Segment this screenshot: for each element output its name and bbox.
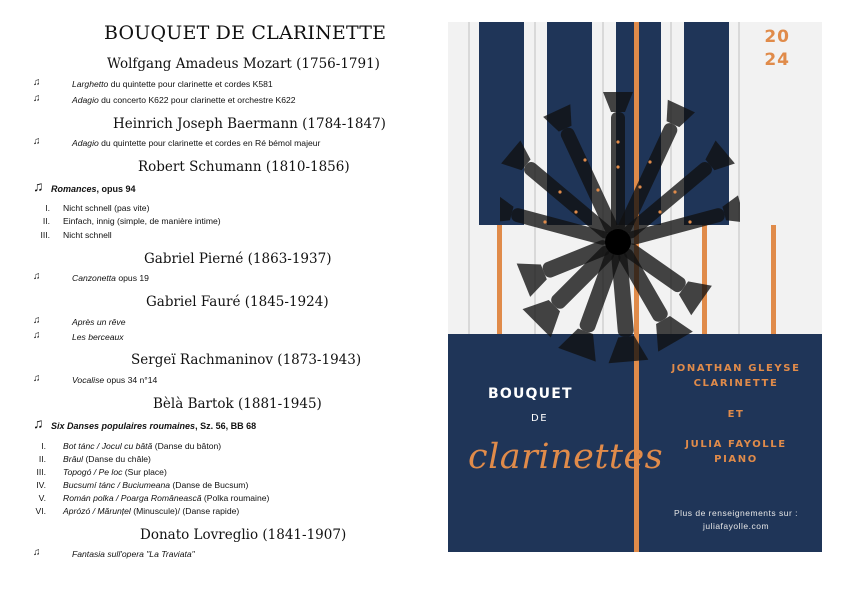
piece-detail: du quintette pour clarinette et cordes en Ré bémol majeur bbox=[98, 138, 321, 148]
piece-line bbox=[72, 549, 195, 559]
composer-heading: Gabriel Pierné (1863-1937) bbox=[144, 251, 332, 267]
work-opus: , Sz. 56, BB 68 bbox=[195, 421, 257, 431]
movement-text bbox=[63, 480, 248, 490]
dance-title: Topogó / Pe loc bbox=[63, 467, 123, 477]
piece-title: Canzonetta bbox=[72, 273, 116, 283]
composer-heading: Bèlà Bartok (1881-1945) bbox=[153, 396, 322, 412]
dance-title: Brâul bbox=[63, 454, 84, 464]
movement-number: III. bbox=[40, 230, 50, 240]
music-note-icon: ♫ bbox=[33, 178, 44, 194]
dance-translation: (Danse de Bucsum) bbox=[170, 480, 249, 490]
concert-poster bbox=[448, 22, 822, 552]
piece-detail: opus 19 bbox=[115, 273, 149, 283]
poster-title-de: DE bbox=[531, 413, 549, 424]
piece-title: Adagio bbox=[72, 95, 99, 105]
artist-1-name: JONATHAN GLEYSE bbox=[671, 363, 801, 374]
dance-title: Bucsumí tánc / Buciumeana bbox=[63, 480, 170, 490]
piece-detail: opus 34 n°14 bbox=[104, 375, 158, 385]
dance-translation: (Polka roumaine) bbox=[201, 493, 270, 503]
music-note-icon: ♫ bbox=[33, 330, 41, 341]
composer-heading: Sergeï Rachmaninov (1873-1943) bbox=[131, 352, 362, 368]
music-note-icon: ♫ bbox=[33, 415, 44, 431]
piece-line bbox=[72, 79, 273, 89]
work-title bbox=[51, 184, 136, 194]
movement-text bbox=[63, 467, 167, 477]
movement-text bbox=[63, 441, 221, 451]
movement-text: Einfach, innig (simple, de manière intime) bbox=[63, 216, 221, 226]
piece-line bbox=[72, 138, 320, 148]
music-note-icon: ♫ bbox=[33, 77, 41, 88]
dance-translation: (Sur place) bbox=[122, 467, 167, 477]
music-note-icon: ♫ bbox=[33, 93, 41, 104]
movement-text bbox=[63, 506, 239, 516]
poster-title-bouquet: BOUQUET bbox=[488, 386, 573, 402]
poster-title-clarinettes: clarinettes bbox=[468, 437, 664, 477]
music-note-icon: ♫ bbox=[33, 373, 41, 384]
movement-text bbox=[63, 454, 151, 464]
movement-number: IV. bbox=[36, 480, 46, 490]
composer-heading: Donato Lovreglio (1841-1907) bbox=[140, 527, 347, 543]
movement-number: II. bbox=[42, 216, 50, 226]
artist-1-role: CLARINETTE bbox=[693, 378, 779, 389]
piece-title: Adagio bbox=[72, 138, 99, 148]
dance-translation: (Danse du châle) bbox=[83, 454, 151, 464]
movement-number: III. bbox=[36, 467, 46, 477]
composer-heading: Gabriel Fauré (1845-1924) bbox=[146, 294, 329, 310]
music-note-icon: ♫ bbox=[33, 136, 41, 147]
dance-title: Aprózó / Mărunțel bbox=[63, 506, 131, 516]
program-title: BOUQUET DE CLARINETTE bbox=[104, 22, 387, 44]
movement-text: Nicht schnell (pas vite) bbox=[63, 203, 150, 213]
work-title bbox=[51, 421, 256, 431]
poster-et: ET bbox=[727, 409, 745, 420]
year-line-2: 24 bbox=[764, 50, 790, 70]
piece-line bbox=[72, 317, 126, 327]
piece-line bbox=[72, 95, 296, 105]
clarinet-bouquet-illustration bbox=[500, 72, 740, 372]
dance-title: Bot tánc / Jocul cu bâtă bbox=[63, 441, 153, 451]
work-opus: , opus 94 bbox=[96, 184, 136, 194]
piece-line bbox=[72, 332, 124, 342]
piece-title: Larghetto bbox=[72, 79, 109, 89]
music-note-icon: ♫ bbox=[33, 271, 41, 282]
piece-detail: du quintette pour clarinette et cordes K581 bbox=[108, 79, 273, 89]
dance-translation: (Minuscule)/ (Danse rapide) bbox=[130, 506, 240, 516]
artist-2-role: PIANO bbox=[714, 454, 758, 465]
music-note-icon: ♫ bbox=[33, 315, 41, 326]
piece-title: Les berceaux bbox=[72, 332, 124, 342]
key-divider bbox=[468, 22, 470, 334]
music-note-icon: ♫ bbox=[33, 547, 41, 558]
movement-number: I. bbox=[41, 441, 46, 451]
piece-title: Fantasia sull'opera "La Traviata" bbox=[72, 549, 195, 559]
movement-number: VI. bbox=[35, 506, 46, 516]
artist-2-name: JULIA FAYOLLE bbox=[685, 439, 787, 450]
year-label bbox=[764, 26, 790, 72]
composer-heading: Heinrich Joseph Baermann (1784-1847) bbox=[113, 116, 386, 132]
piece-line bbox=[72, 273, 149, 283]
piece-title: Vocalise bbox=[72, 375, 105, 385]
work-name: Romances bbox=[51, 184, 97, 194]
info-website: juliafayolle.com bbox=[702, 521, 770, 531]
movement-text: Nicht schnell bbox=[63, 230, 112, 240]
composer-heading: Robert Schumann (1810-1856) bbox=[138, 159, 350, 175]
movement-number: I. bbox=[45, 203, 50, 213]
bouquet-center bbox=[605, 229, 631, 255]
movement-text bbox=[63, 493, 269, 503]
piece-line bbox=[72, 375, 157, 385]
year-line-1: 20 bbox=[764, 27, 790, 47]
piece-detail: du concerto K622 pour clarinette et orchestre K622 bbox=[98, 95, 296, 105]
dance-translation: (Danse du bâton) bbox=[152, 441, 222, 451]
movement-number: V. bbox=[38, 493, 46, 503]
composer-heading: Wolfgang Amadeus Mozart (1756-1791) bbox=[107, 56, 380, 72]
movement-number: II. bbox=[38, 454, 46, 464]
piece-title: Après un rêve bbox=[72, 317, 126, 327]
dance-title: Román polka / Poarga Românească bbox=[63, 493, 202, 503]
orange-key-line bbox=[771, 225, 776, 334]
info-text bbox=[656, 507, 816, 533]
info-line: Plus de renseignements sur : bbox=[673, 508, 799, 518]
work-name: Six Danses populaires roumaines bbox=[51, 421, 196, 431]
